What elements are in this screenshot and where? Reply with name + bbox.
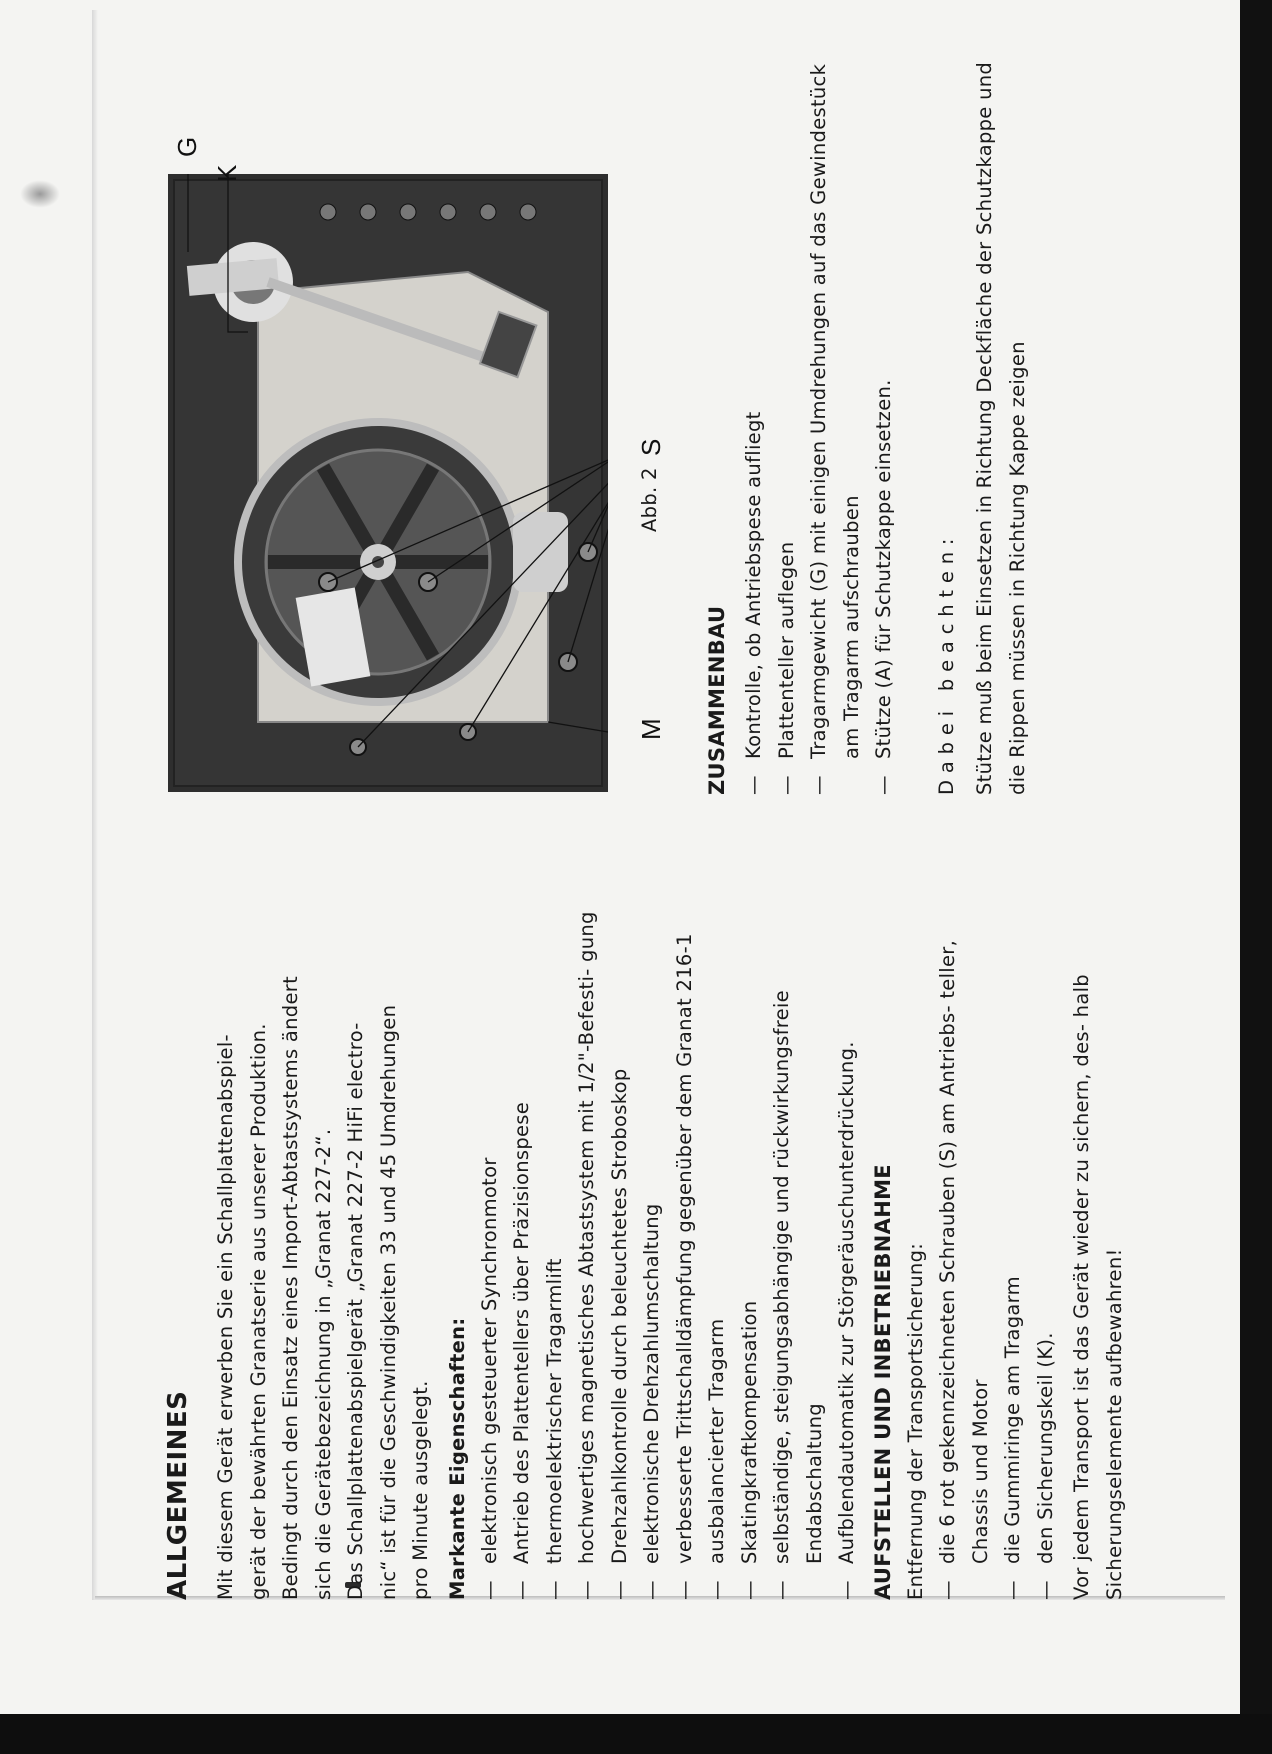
- beachten-text: Stütze muß beim Einsetzen in Richtung Deckfläche der Schutzkappe und die Rippen müssen in Richtung Kappe zeigen: [973, 61, 1029, 795]
- page-gutter-shadow: [92, 10, 98, 1600]
- transport-list: [932, 860, 1062, 1600]
- list-item: — die Gummiringe am Tragarm: [997, 860, 1030, 1600]
- list-item: — thermoelektrischer Tragarmlift: [539, 860, 572, 1600]
- transport-intro: Entfernung der Transportsicherung:: [903, 1242, 927, 1600]
- label-k: K: [212, 164, 242, 182]
- list-item: — elektronisch gesteuerter Synchronmotor: [474, 860, 507, 1600]
- rotated-manual-page: [160, 0, 1260, 1600]
- transport-note: Vor jedem Transport ist das Gerät wieder zu sichern, des- halb Sicherungselemente aufbewahren!: [1070, 974, 1126, 1600]
- intro-line: Bedingt durch den Einsatz eines Import-Abtastsystems ändert: [279, 975, 302, 1600]
- heading-allgemeines: ALLGEMEINES: [163, 1390, 193, 1600]
- beachten-label: Dabei beachten:: [934, 531, 958, 795]
- list-item: — Tragarmgewicht (G) mit einigen Umdrehungen auf das Gewindestück am Tragarm aufschrauben: [803, 55, 868, 795]
- label-s: S: [636, 438, 666, 456]
- figure-caption: Abb. 2: [638, 467, 661, 532]
- label-m: M: [636, 718, 666, 740]
- intro-line: gerät der bewährten Granatserie aus unserer Produktion.: [246, 1023, 270, 1600]
- list-item: — ausbalancierter Tragarm: [701, 860, 734, 1600]
- binding-mark: [20, 180, 60, 208]
- heading-aufstellen: AUFSTELLEN UND INBETRIEBNAHME: [870, 1164, 895, 1600]
- list-item: — Plattenteller auflegen: [771, 55, 804, 795]
- intro-paragraph: [210, 860, 438, 1600]
- list-item: — die 6 rot gekennzeichneten Schrauben (S) am Antriebs- teller, Chassis und Motor: [932, 860, 997, 1600]
- heading-markante-eigenschaften: Markante Eigenschaften:: [445, 1317, 469, 1600]
- zusammenbau-list: [738, 55, 901, 795]
- list-item: — Skatingkraftkompensation: [734, 860, 767, 1600]
- list-item: — Stütze (A) für Schutzkappe einsetzen.: [868, 55, 901, 795]
- list-item: — Aufblendautomatik zur Störgeräuschunterdrückung.: [831, 860, 864, 1600]
- list-item: — Antrieb des Plattentellers über Präzisionspese: [506, 860, 539, 1600]
- left-column: [160, 860, 1131, 1600]
- intro-line: pro Minute ausgelegt.: [409, 1380, 432, 1600]
- list-item: — hochwertiges magnetisches Abtastsystem mit 1/2"-Befesti- gung: [571, 860, 604, 1600]
- heading-zusammenbau: ZUSAMMENBAU: [705, 605, 729, 795]
- eigenschaften-list: [474, 860, 864, 1600]
- intro-line: sich die Gerätebezeichnung in „Granat 227-2“.: [311, 1128, 335, 1600]
- list-item: — Kontrolle, ob Antriebspese aufliegt: [738, 55, 771, 795]
- intro-line: Mit diesem Gerät erwerben Sie ein Schallplattenabspiel-: [214, 1034, 237, 1600]
- turntable-illustration: [168, 174, 608, 792]
- list-item: — elektronische Drehzahlumschaltung: [636, 860, 669, 1600]
- intro-line: Das Schallplattenabspielgerät „Granat 227-2 HiFi electro-: [344, 1022, 367, 1600]
- list-item: — verbesserte Trittschalldämpfung gegenüber dem Granat 216-1: [669, 860, 702, 1600]
- intro-line: nic“ ist für die Geschwindigkeiten 33 und 45 Umdrehungen: [376, 1004, 400, 1600]
- list-item: — selbständige, steigungsabhängige und rückwirkungsfreie Endabschaltung: [766, 860, 831, 1600]
- scanner-edge-bottom: [0, 1714, 1272, 1754]
- label-g: G: [172, 136, 202, 157]
- list-item: — Drehzahlkontrolle durch beleuchtetes Stroboskop: [604, 860, 637, 1600]
- right-column: [700, 55, 1034, 795]
- list-item: — den Sicherungskeil (K).: [1030, 860, 1063, 1600]
